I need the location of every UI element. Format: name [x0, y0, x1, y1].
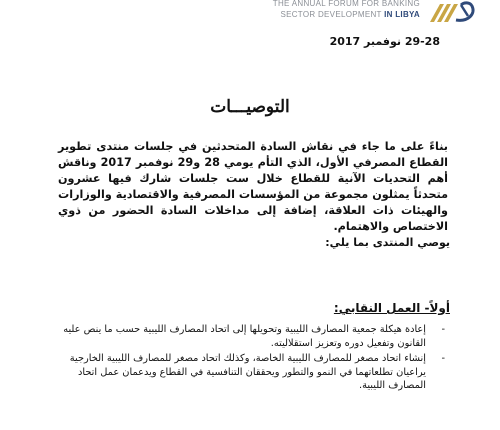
recommendations-intro: يوصي المنتدى بما يلي: — [325, 236, 450, 249]
forum-logo-icon — [428, 0, 480, 24]
intro-paragraph: بناءً على ما جاء في نقاش السادة المتحدثين في جلسات منتدى تطوير القطاع المصرفي الأول، الذي التأم يومي 28 و29 نوفمبر 2017 وناقش أهم التحديات الآنية للقطاع خلال ست جلسات شارك فيها عشرون متحدثاً يمثلون مجموعة من المؤسسات المصرفية والاقتصادية والوزارات والهيئات ذات العلاقة، إضافة إلى مداخلات السادة الحضور من ذوي الاختصاص والاهتمام. — [58, 140, 449, 234]
section-heading-union-work: أولاً- العمل النقابي: — [333, 301, 450, 315]
list-item — [42, 323, 448, 350]
list-item-text: إعادة هيكلة جمعية المصارف الليبية وتحويلها إلى اتحاد المصارف الليبية حسب ما ينص عليه القانون وتفعيل دوره وتعزيز استقلاليته. — [63, 324, 426, 349]
recommendation-list — [42, 323, 448, 395]
forum-name-line-2-highlight: IN LIBYA — [384, 10, 420, 19]
forum-name-line-2-prefix: SECTOR DEVELOPMENT — [280, 10, 385, 19]
list-item — [42, 352, 448, 393]
bullet-dash: - — [441, 324, 445, 335]
forum-name-line-2 — [280, 10, 420, 19]
forum-name-line-1: THE ANNUAL FORUM FOR BANKING — [272, 0, 420, 8]
document-date: 29-28 نوفمبر 2017 — [329, 35, 440, 48]
bullet-dash: - — [441, 353, 445, 364]
list-item-text: إنشاء اتحاد مصغر للمصارف الليبية الخاصة، وكذلك اتحاد مصغر للمصارف الليبية الخارجية يراعيان تطلعاتهما في النمو والتطور ويحققان التنافسية في القطاع ويدعمان عمل اتحاد المصارف الليبية. — [69, 353, 426, 391]
document-title: التوصيـــات — [210, 97, 290, 117]
